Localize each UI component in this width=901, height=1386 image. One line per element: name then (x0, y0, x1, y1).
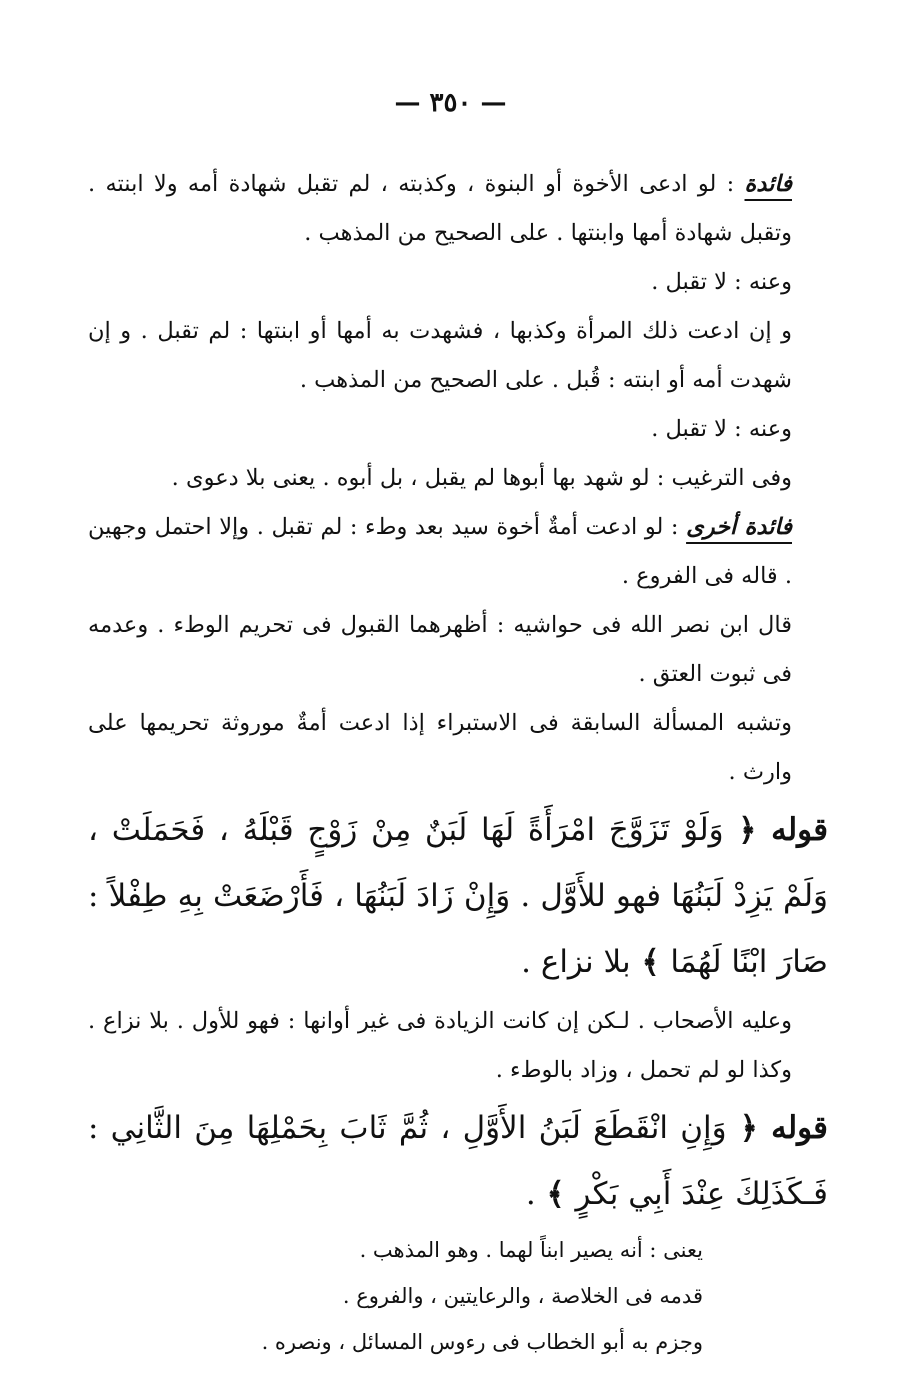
quoted-text-2 (88, 1095, 828, 1227)
paragraph: وعليه الأصحاب . لـكن إن كانت الزيادة فى غير أوانها : فهو للأول . بلا نزاع . وكذا لو لم تحمل ، وزاد بالوطء . (88, 1008, 792, 1083)
paragraph: و إن ادعت ذلك المرأة وكذبها ، فشهدت به أمها أو ابنتها : لم تقبل . و إن شهدت أمه أو ابنته : قُبل . على الصحيح من المذهب . (88, 318, 792, 393)
page-number: — ٣٥٠ — (394, 88, 507, 118)
paragraph: قدمه فى الخلاصة ، والرعايتين ، والفروع . (342, 1284, 703, 1308)
close-brace: ﴾ (546, 1176, 565, 1212)
open-brace: ﴿ (738, 812, 757, 848)
lead-word: فائدة أخرى (686, 514, 792, 540)
quote-prefix: قوله (771, 812, 829, 848)
quote-suffix: بلا نزاع . (521, 944, 631, 980)
paragraph: يعنى : أنه يصير ابناً لهما . وهو المذهب . (359, 1238, 703, 1262)
paragraph: وعنه : لا تقبل . (651, 269, 792, 295)
paragraph: وفى الترغيب : لو شهد بها أبوها لم يقبل ، بل أبوه . يعنى بلا دعوى . (171, 465, 792, 491)
lead-word: فائدة (744, 171, 792, 197)
paragraph-text: : لو ادعت أمةٌ أخوة سيد بعد وطء : لم تقبل . وإلا احتمل وجهين . قاله فى الفروع . (88, 514, 792, 589)
paragraph: وعنه : لا تقبل . (651, 416, 792, 442)
quote-suffix: . (525, 1176, 536, 1212)
quote-body: وَلَوْ تَزَوَّجَ امْرَأَةً لَهَا لَبَنٌ مِنْ زَوْجٍ قَبْلَهُ ، فَحَمَلَتْ ، وَلَمْ يَزِدْ لَبَنُهَا فهو للأَوَّل . وَإِنْ زَادَ لَبَنُهَا ، فَأَرْضَعَتْ بِهِ طِفْلاً : صَارَ ابْنًا لَهُمَا (88, 812, 828, 980)
open-brace: ﴿ (739, 1110, 758, 1146)
paragraph-fayda-ukhra (88, 503, 828, 601)
body-text (88, 160, 828, 1365)
paragraph: وتشبه المسألة السابقة فى الاستبراء إذا ادعت أمةٌ موروثة تحريمها على وارث . (88, 710, 792, 785)
quote-prefix: قوله (771, 1110, 828, 1146)
paragraph-fayda (88, 160, 828, 258)
paragraph: وجزم به أبو الخطاب فى رءوس المسائل ، ونصره . (261, 1330, 703, 1354)
paragraph: قال ابن نصر الله فى حواشيه : أظهرهما القبول فى تحريم الوطء . وعدمه فى ثبوت العتق . (88, 612, 792, 687)
paragraph-text: : لو ادعى الأخوة أو البنوة ، وكذبته ، لم تقبل شهادة أمه ولا ابنته . وتقبل شهادة أمها وابنتها . على الصحيح من المذهب . (88, 171, 792, 246)
quoted-text-1 (88, 797, 828, 995)
close-brace: ﴾ (641, 944, 660, 980)
quote-body: وَإِنِ انْقَطَعَ لَبَنُ الأَوَّلِ ، ثُمَّ ثَابَ بِحَمْلِهَا مِنَ الثَّانِي : فَـكَذَلِكَ عِنْدَ أَبِي بَكْرٍ (88, 1110, 828, 1212)
